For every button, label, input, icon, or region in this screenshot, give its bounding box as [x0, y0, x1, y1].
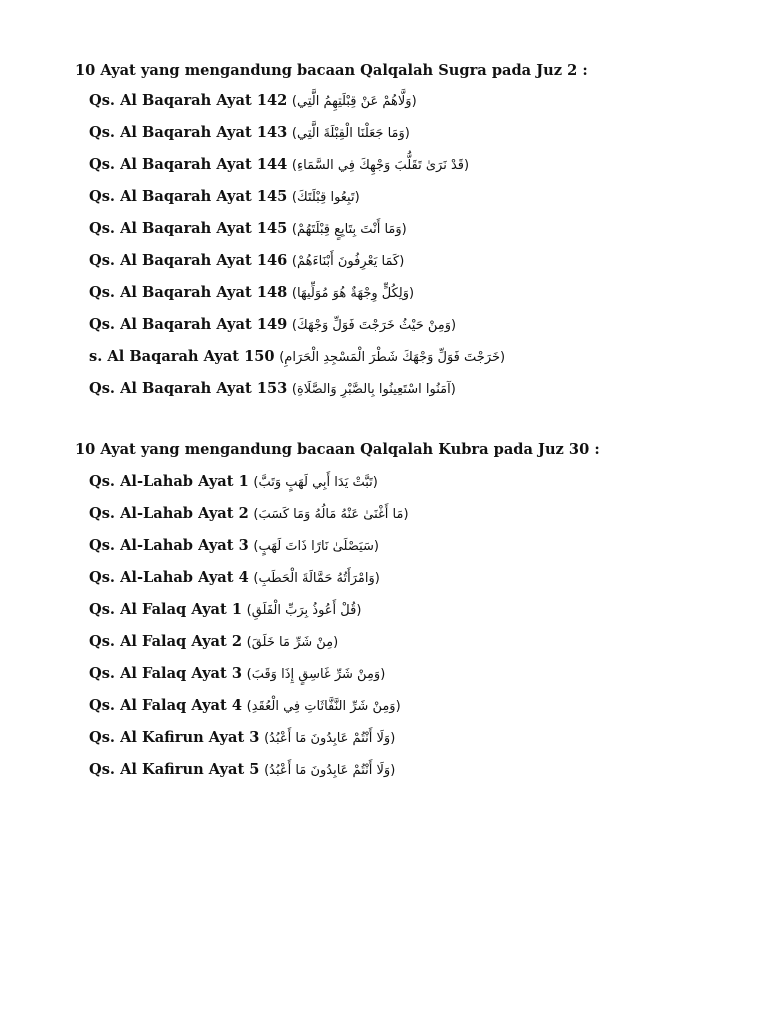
- arabic-phrase: خَرَجْتَ فَوَلِّ وَجْهَكَ شَطْرَ الْمَسْجِدِ الْحَرَامِ: [284, 350, 501, 365]
- ayat-list-item: [89, 599, 361, 621]
- ayat-list-item: [89, 631, 338, 653]
- arabic-phrase: تَبَّتْ يَدَا أَبِي لَهَبٍ وَتَبَّ: [258, 475, 373, 490]
- arabic-text: (وَلَا أَنْتُمْ عَابِدُونَ مَا أَعْبُدُ): [264, 731, 396, 746]
- ayat-reference: Qs. Al Baqarah Ayat 143: [89, 124, 288, 141]
- arabic-phrase: وَلَا أَنْتُمْ عَابِدُونَ مَا أَعْبُدُ: [269, 763, 391, 778]
- ayat-list-item: [89, 314, 456, 336]
- ayat-reference: Qs. Al Falaq Ayat 2: [89, 633, 242, 650]
- arabic-phrase: وَلَا أَنْتُمْ عَابِدُونَ مَا أَعْبُدُ: [269, 731, 391, 746]
- arabic-text: (وَمَا أَنْتَ بِتَابِعٍ قِبْلَتَهُمْ): [291, 222, 407, 237]
- arabic-phrase: سَيَصْلَىٰ نَارًا ذَاتَ لَهَبٍ: [258, 539, 374, 554]
- ayat-reference: Qs. Al Baqarah Ayat 144: [89, 156, 288, 173]
- ayat-list-item: [89, 695, 401, 717]
- arabic-phrase: وَامْرَأَتُهُ حَمَّالَةَ الْحَطَبِ: [258, 571, 375, 586]
- arabic-text: (كَمَا يَعْرِفُونَ أَبْنَاءَهُمْ): [291, 254, 405, 269]
- arabic-text: (وَمِنْ شَرِّ النَّفَّاثَاتِ فِي الْعُقَدِ): [246, 699, 401, 714]
- arabic-text: (وَلَّاهُمْ عَنْ قِبْلَتِهِمُ الَّتِي): [291, 94, 417, 109]
- arabic-phrase: كَمَا يَعْرِفُونَ أَبْنَاءَهُمْ: [297, 254, 400, 269]
- ayat-reference: s. Al Baqarah Ayat 150: [89, 348, 275, 365]
- arabic-text: (خَرَجْتَ فَوَلِّ وَجْهَكَ شَطْرَ الْمَسْجِدِ الْحَرَامِ): [279, 350, 506, 365]
- ayat-reference: Qs. Al Baqarah Ayat 148: [89, 284, 288, 301]
- arabic-text: (وَمِنْ حَيْثُ خَرَجْتَ فَوَلِّ وَجْهَكَ): [291, 318, 457, 333]
- arabic-text: (وَلِكُلٍّ وِجْهَةٌ هُوَ مُوَلِّيهَا): [291, 286, 415, 301]
- ayat-reference: Qs. Al Baqarah Ayat 149: [89, 316, 288, 333]
- ayat-list-item: [89, 663, 385, 685]
- ayat-list-item: [89, 154, 469, 176]
- ayat-list-item: [89, 250, 404, 272]
- arabic-text: (وَلَا أَنْتُمْ عَابِدُونَ مَا أَعْبُدُ): [264, 763, 396, 778]
- arabic-phrase: وَمَا أَنْتَ بِتَابِعٍ قِبْلَتَهُمْ: [297, 222, 402, 237]
- ayat-list-item: [89, 122, 410, 144]
- ayat-list-item: [89, 727, 395, 749]
- ayat-reference: Qs. Al-Lahab Ayat 1: [89, 473, 249, 490]
- arabic-phrase: وَلِكُلٍّ وِجْهَةٌ هُوَ مُوَلِّيهَا: [297, 286, 410, 301]
- ayat-list-item: [89, 535, 379, 557]
- arabic-text: (وَامْرَأَتُهُ حَمَّالَةَ الْحَطَبِ): [253, 571, 380, 586]
- ayat-reference: Qs. Al-Lahab Ayat 3: [89, 537, 249, 554]
- arabic-phrase: وَمَا جَعَلْنَا الْقِبْلَةَ الَّتِي: [297, 126, 405, 141]
- ayat-list-item: [89, 759, 395, 781]
- ayat-list-item: [89, 282, 414, 304]
- arabic-phrase: وَمِنْ شَرِّ غَاسِقٍ إِذَا وَقَبَ: [251, 667, 381, 682]
- arabic-phrase: آمَنُوا اسْتَعِينُوا بِالصَّبْرِ وَالصَّلَاةِ: [297, 382, 451, 397]
- ayat-list-item: [89, 503, 409, 525]
- arabic-text: (مِنْ شَرِّ مَا خَلَقَ): [246, 635, 339, 650]
- arabic-text: (تَبَّتْ يَدَا أَبِي لَهَبٍ وَتَبَّ): [253, 475, 378, 490]
- ayat-reference: Qs. Al Kafirun Ayat 5: [89, 761, 260, 778]
- ayat-reference: Qs. Al Baqarah Ayat 146: [89, 252, 288, 269]
- ayat-reference: Qs. Al Baqarah Ayat 153: [89, 380, 288, 397]
- ayat-list-item: [89, 471, 378, 493]
- arabic-text: (وَمَا جَعَلْنَا الْقِبْلَةَ الَّتِي): [291, 126, 410, 141]
- ayat-reference: Qs. Al Baqarah Ayat 145: [89, 220, 288, 237]
- arabic-text: (قَدْ نَرَىٰ تَقَلُّبَ وَجْهِكَ فِي السَّمَاءِ): [291, 158, 470, 173]
- arabic-phrase: قَدْ نَرَىٰ تَقَلُّبَ وَجْهِكَ فِي السَّمَاءِ: [297, 158, 465, 173]
- ayat-reference: Qs. Al Baqarah Ayat 145: [89, 188, 288, 205]
- ayat-reference: Qs. Al-Lahab Ayat 2: [89, 505, 249, 522]
- ayat-reference: Qs. Al Baqarah Ayat 142: [89, 92, 288, 109]
- arabic-phrase: وَمِنْ شَرِّ النَّفَّاثَاتِ فِي الْعُقَدِ: [251, 699, 396, 714]
- arabic-text: (مَا أَغْنَىٰ عَنْهُ مَالُهُ وَمَا كَسَبَ): [253, 507, 409, 522]
- arabic-text: (قُلْ أَعُوذُ بِرَبِّ الْفَلَقِ): [246, 603, 362, 618]
- ayat-list-item: [89, 90, 417, 112]
- ayat-reference: Qs. Al Falaq Ayat 4: [89, 697, 242, 714]
- ayat-list-item: [89, 346, 505, 368]
- arabic-phrase: قُلْ أَعُوذُ بِرَبِّ الْفَلَقِ: [251, 603, 357, 618]
- ayat-reference: Qs. Al-Lahab Ayat 4: [89, 569, 249, 586]
- arabic-text: (آمَنُوا اسْتَعِينُوا بِالصَّبْرِ وَالصَّلَاةِ): [291, 382, 456, 397]
- arabic-text: (تَبِعُوا قِبْلَتَكَ): [291, 190, 360, 205]
- arabic-phrase: تَبِعُوا قِبْلَتَكَ: [297, 190, 355, 205]
- arabic-phrase: مِنْ شَرِّ مَا خَلَقَ: [251, 635, 334, 650]
- ayat-list-item: [89, 567, 380, 589]
- arabic-phrase: وَمِنْ حَيْثُ خَرَجْتَ فَوَلِّ وَجْهَكَ: [297, 318, 452, 333]
- ayat-reference: Qs. Al Falaq Ayat 1: [89, 601, 242, 618]
- section-2-heading: 10 Ayat yang mengandung bacaan Qalqalah Kubra pada Juz 30 :: [75, 441, 600, 458]
- ayat-list-item: [89, 378, 456, 400]
- ayat-reference: Qs. Al Kafirun Ayat 3: [89, 729, 260, 746]
- arabic-phrase: وَلَّاهُمْ عَنْ قِبْلَتِهِمُ الَّتِي: [297, 94, 412, 109]
- ayat-list-item: [89, 186, 360, 208]
- arabic-phrase: مَا أَغْنَىٰ عَنْهُ مَالُهُ وَمَا كَسَبَ: [258, 507, 404, 522]
- section-1-heading: 10 Ayat yang mengandung bacaan Qalqalah Sugra pada Juz 2 :: [75, 62, 588, 79]
- ayat-list-item: [89, 218, 407, 240]
- arabic-text: (وَمِنْ شَرِّ غَاسِقٍ إِذَا وَقَبَ): [246, 667, 386, 682]
- ayat-reference: Qs. Al Falaq Ayat 3: [89, 665, 242, 682]
- arabic-text: (سَيَصْلَىٰ نَارًا ذَاتَ لَهَبٍ): [253, 539, 379, 554]
